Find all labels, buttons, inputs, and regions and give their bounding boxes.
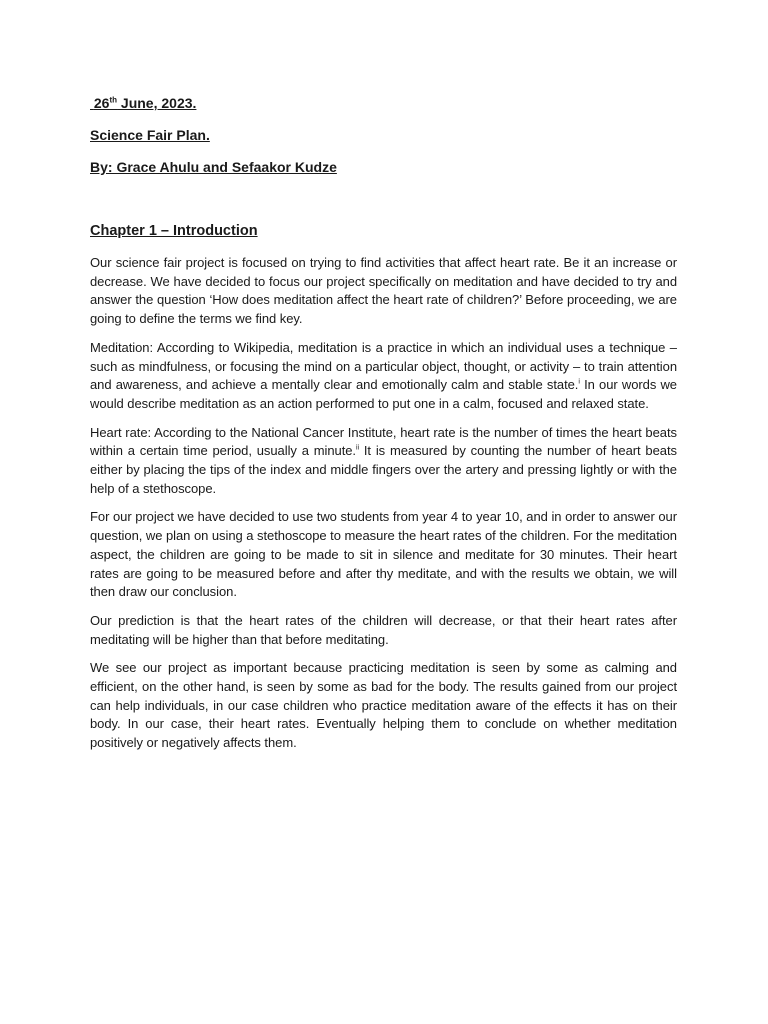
document-date bbox=[90, 94, 677, 112]
paragraph-method: For our project we have decided to use two students from year 4 to year 10, and in order to answer our question, we plan on using a stethoscope to measure the heart rates of the children. For the meditation aspect, the children are going to be made to sit in silence and meditate for 30 minutes. Their heart rates are going to be measured before and after thy meditate, and with the results we obtain, we will then draw our conclusion. bbox=[90, 509, 677, 600]
paragraph-importance: We see our project as important because practicing meditation is seen by some as calming and efficient, on the other hand, is seen by some as bad for the body. The results gained from our project can help individuals, in our case children who practice meditation aware of the effects it has on their body. In our case, their heart rates. Eventually helping them to conclude on whether meditation positively or negatively affects them. bbox=[90, 660, 677, 751]
meditation-own-words-text: In our words we would describe meditation as an action performed to put one in a calm, focused and relaxed state. bbox=[90, 377, 677, 411]
paragraph-heart-rate-definition bbox=[90, 424, 677, 499]
chapter-heading: Chapter 1 – Introduction bbox=[90, 223, 258, 239]
date-month-year: June, 2023. bbox=[117, 95, 197, 111]
meditation-definition-text: Meditation: According to Wikipedia, meditation is a practice in which an individual uses a technique – such as mindfulness, or focusing the mind on a particular object, thought, or activity – to train attention and awareness, and achieve a mentally clear and emotionally calm and stable state. bbox=[90, 339, 677, 393]
endnote-marker-ii: ii bbox=[356, 445, 360, 452]
document-page bbox=[90, 94, 677, 763]
date-day: 26 bbox=[93, 95, 110, 111]
paragraph-prediction: Our prediction is that the heart rates of the children will decrease, or that their heart rates after meditating will be higher than that before meditating. bbox=[90, 612, 677, 647]
paragraph-intro: Our science fair project is focused on trying to find activities that affect heart rate. Be it an increase or decrease. We have decided to focus our project specifically on meditation and have decided to try and answer the question ‘How does meditation affect the heart rate of children?’ Before proceeding, we are going to define the terms we find key. bbox=[90, 255, 677, 327]
heart-rate-definition-text: Heart rate: According to the National Cancer Institute, heart rate is the number of times the heart beats within a certain time period, usually a minute. bbox=[90, 424, 677, 459]
date-ordinal-suffix: th bbox=[109, 95, 118, 105]
document-byline: By: Grace Ahulu and Sefaakor Kudze bbox=[90, 159, 337, 175]
document-title: Science Fair Plan. bbox=[90, 127, 210, 143]
paragraph-meditation-definition bbox=[90, 339, 677, 414]
heart-rate-measurement-text: It is measured by counting the number of heart beats either by placing the tips of the index and middle fingers over the artery and pressing lightly or with the help of a stethoscope. bbox=[90, 443, 677, 496]
endnote-marker-i: i bbox=[578, 378, 580, 386]
